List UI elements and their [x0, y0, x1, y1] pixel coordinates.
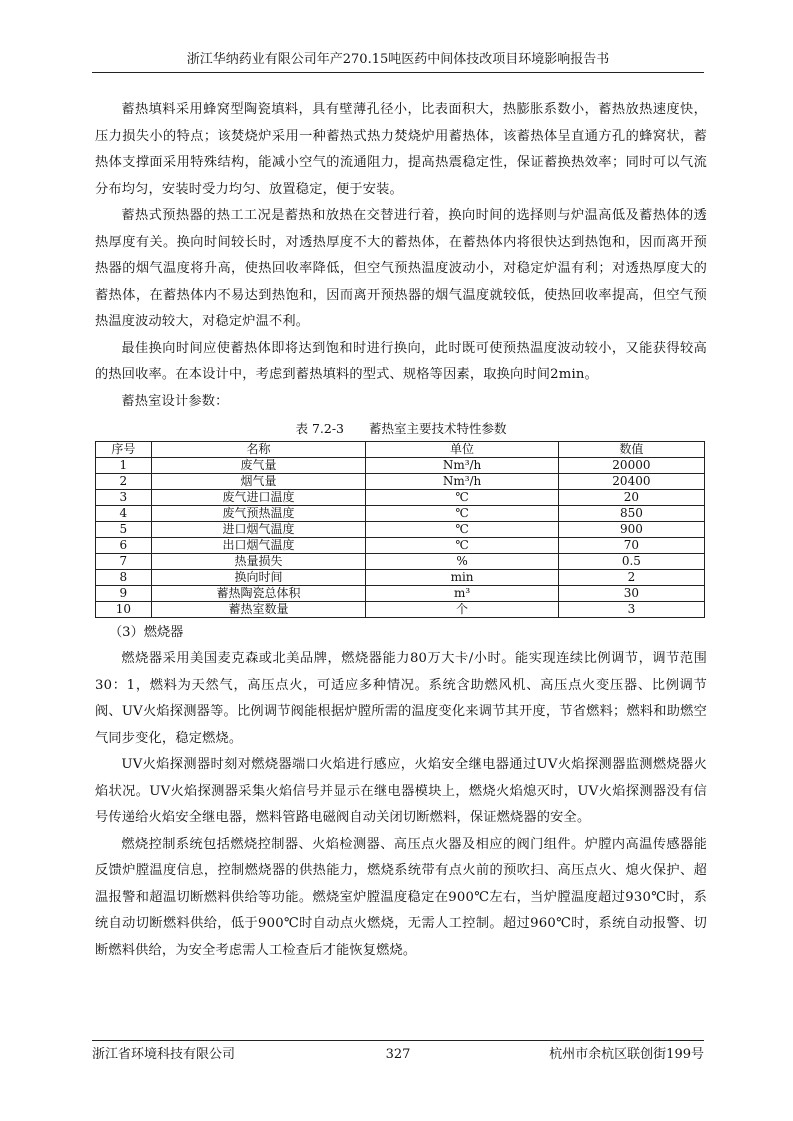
cell-value: 3: [558, 602, 704, 618]
cell-name: 进口烟气温度: [151, 522, 366, 538]
cell-value: 850: [558, 506, 704, 522]
footer-company: 浙江省环境科技有限公司: [92, 1047, 236, 1062]
cell-name: 热量损失: [151, 554, 366, 570]
footer-address: 杭州市余杭区联创街199号: [549, 1047, 704, 1062]
cell-unit: ℃: [366, 522, 558, 538]
cell-index: 6: [96, 538, 152, 554]
col-header-name: 名称: [151, 442, 366, 458]
cell-name: 废气预热温度: [151, 506, 366, 522]
cell-name: 废气量: [151, 458, 366, 474]
cell-value: 20000: [558, 458, 704, 474]
section-heading-burner: （3）燃烧器: [109, 625, 184, 640]
cell-index: 5: [96, 522, 152, 538]
page-footer: [92, 1040, 704, 1065]
cell-name: 废气进口温度: [151, 490, 366, 506]
paragraph-combustion-control: 燃烧控制系统包括燃烧控制器、火焰检测器、高压点火器及相应的阀门组件。炉膛内高温传感器能反馈炉膛温度信息，控制燃烧器的供热能力，燃烧系统带有点火前的预吹扫、高压点火、熄火保护、超温报警和超温切断燃料供给等功能。燃烧室炉膛温度稳定在900℃左右，当炉膛温度超过930℃时，系统自动切断燃料供给，低于900℃时自动点火燃烧，无需人工控制。超过960℃时，系统自动报警、切断燃料供给，为安全考虑需人工检查后才能恢复燃烧。: [95, 836, 707, 958]
paragraph-switch-time: 最佳换向时间应使蓄热体即将达到饱和时进行换向，此时既可使预热温度波动较小，又能获得较高的热回收率。在本设计中，考虑到蓄热填料的型式、规格等因素，取换向时间2min。: [95, 340, 707, 382]
paragraph-design-params-label: 蓄热室设计参数：: [121, 393, 229, 409]
cell-name: 烟气量: [151, 474, 366, 490]
cell-index: 7: [96, 554, 152, 570]
cell-unit: ℃: [366, 538, 558, 554]
table-row: [96, 538, 705, 554]
cell-unit: ℃: [366, 506, 558, 522]
table-row: [96, 474, 705, 490]
paragraph-burner-intro: 燃烧器采用美国麦克森或北美品牌，燃烧器能力80万大卡/小时。能实现连续比例调节，调节范围30：1，燃料为天然气，高压点火，可适应多种情况。系统含助燃风机、高压点火变压器、比例调节阀、UV火焰探测器等。比例调节阀能根据炉膛所需的温度变化来调节其开度，节省燃料；燃料和助燃空气同步变化，稳定燃烧。: [95, 651, 707, 746]
cell-name: 蓄热陶瓷总体积: [151, 586, 366, 602]
cell-unit: m³: [366, 586, 558, 602]
cell-index: 10: [96, 602, 152, 618]
cell-unit: Nm³/h: [366, 458, 558, 474]
page-content: [95, 97, 707, 964]
table-body: [96, 458, 705, 618]
cell-index: 8: [96, 570, 152, 586]
cell-unit: Nm³/h: [366, 474, 558, 490]
cell-value: 0.5: [558, 554, 704, 570]
paragraph-uv-detector: UV火焰探测器时刻对燃烧器端口火焰进行感应，火焰安全继电器通过UV火焰探测器监测燃烧器火焰状况。UV火焰探测器采集火焰信号并显示在继电器模块上，燃烧火焰熄灭时，UV火焰探测器没有信号传递给火焰安全继电器，燃料管路电磁阀自动关闭切断燃料，保证燃烧器的安全。: [95, 757, 707, 825]
table-row: [96, 602, 705, 618]
cell-unit: 个: [366, 602, 558, 618]
cell-index: 2: [96, 474, 152, 490]
footer-page-number: 327: [385, 1047, 411, 1062]
cell-unit: min: [366, 570, 558, 586]
cell-unit: ℃: [366, 490, 558, 506]
cell-name: 蓄热室数量: [151, 602, 366, 618]
col-header-index: 序号: [96, 442, 152, 458]
table-row: [96, 522, 705, 538]
col-header-value: 数值: [558, 442, 704, 458]
table-row: [96, 554, 705, 570]
cell-value: 30: [558, 586, 704, 602]
table-row: [96, 506, 705, 522]
paragraph-regenerator-fill: 蓄热填料采用蜂窝型陶瓷填料，具有壁薄孔径小，比表面积大，热膨胀系数小，蓄热放热速度快，压力损失小的特点；该焚烧炉采用一种蓄热式热力焚烧炉用蓄热体，该蓄热体呈直通方孔的蜂窝状，蓄热体支撑面采用特殊结构，能减小空气的流通阻力，提高热震稳定性，保证蓄换热效率；同时可以气流分布均匀，安装时受力均匀、放置稳定，便于安装。: [95, 102, 707, 197]
cell-value: 900: [558, 522, 704, 538]
header-title: 浙江华纳药业有限公司年产270.15吨医药中间体技改项目环境影响报告书: [186, 52, 610, 67]
table-header-row: [96, 442, 705, 458]
cell-value: 2: [558, 570, 704, 586]
col-header-unit: 单位: [366, 442, 558, 458]
cell-name: 换向时间: [151, 570, 366, 586]
page-header: [92, 50, 704, 73]
cell-index: 1: [96, 458, 152, 474]
table-row: [96, 458, 705, 474]
cell-index: 3: [96, 490, 152, 506]
regenerator-params-table: [95, 441, 705, 618]
table-row: [96, 586, 705, 602]
cell-value: 70: [558, 538, 704, 554]
cell-index: 9: [96, 586, 152, 602]
cell-value: 20400: [558, 474, 704, 490]
paragraph-preheater-operation: 蓄热式预热器的热工工况是蓄热和放热在交替进行着，换向时间的选择则与炉温高低及蓄热体的透热厚度有关。换向时间较长时，对透热厚度不大的蓄热体，在蓄热体内将很快达到热饱和，因而离开预热器的烟气温度将升高，使热回收率降低，但空气预热温度波动小，对稳定炉温有利；对透热厚度大的蓄热体，在蓄热体内不易达到热饱和，因而离开预热器的烟气温度就较低，使热回收率提高，但空气预热温度波动较大，对稳定炉温不利。: [95, 208, 707, 329]
cell-name: 出口烟气温度: [151, 538, 366, 554]
cell-value: 20: [558, 490, 704, 506]
table-caption: 表 7.2-3 蓄热室主要技术特性参数: [295, 421, 507, 436]
cell-index: 4: [96, 506, 152, 522]
table-row: [96, 570, 705, 586]
table-row: [96, 490, 705, 506]
cell-unit: %: [366, 554, 558, 570]
